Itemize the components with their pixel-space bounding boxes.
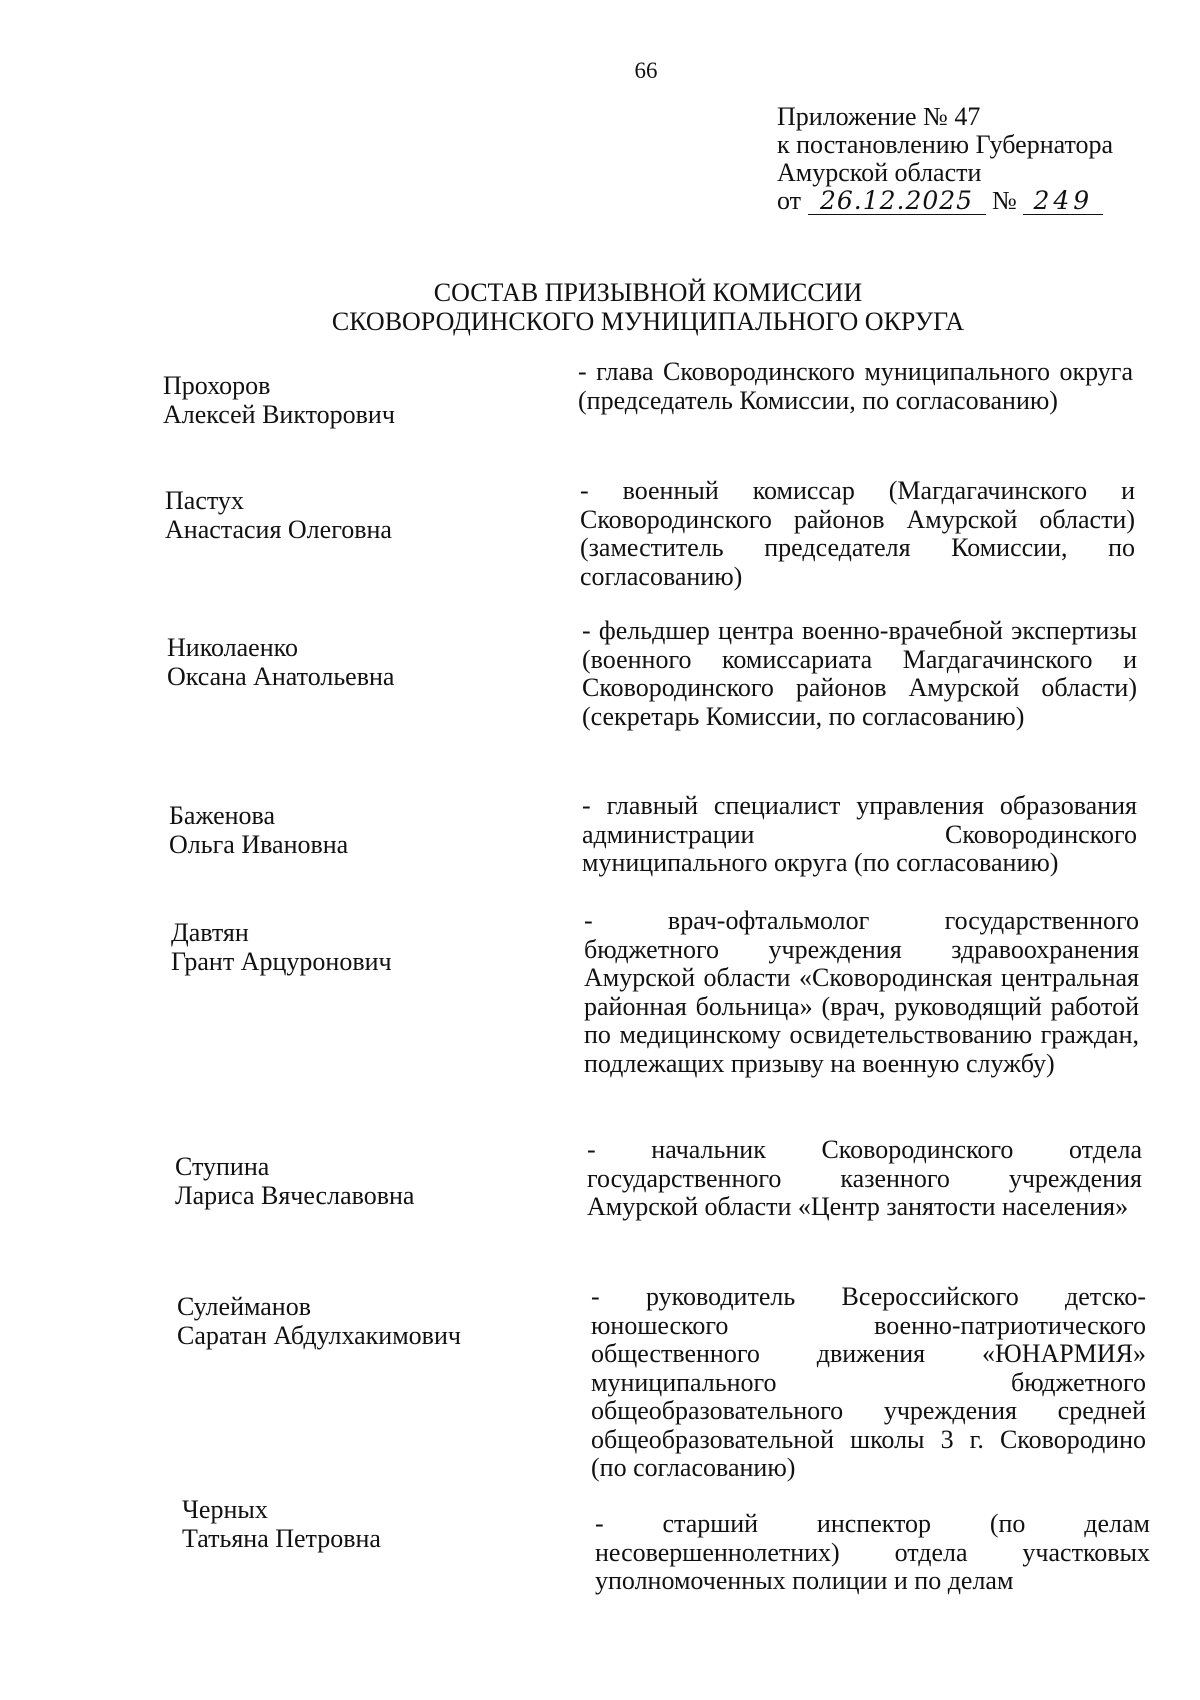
member-name: [165, 487, 525, 544]
member-given-name: Алексей Викторович: [163, 399, 395, 429]
member-name: [171, 919, 531, 976]
member-surname: Пастух: [165, 486, 244, 515]
member-name: [177, 1293, 537, 1350]
member-given-name: Саратан Абдулхакимович: [177, 1320, 461, 1350]
member-surname: Баженова: [169, 801, 276, 830]
member-surname: Черных: [182, 1495, 268, 1524]
member-given-name: Оксана Анатольевна: [167, 661, 395, 691]
title-line-2: СКОВОРОДИНСКОГО МУНИЦИПАЛЬНОГО ОКРУГА: [331, 307, 965, 336]
document-title: [0, 278, 1200, 336]
member-name: [169, 802, 529, 859]
member-name: [167, 634, 527, 691]
member-surname: Прохоров: [163, 371, 271, 400]
handwritten-date: 26.12.2025: [808, 188, 986, 215]
member-surname: Давтян: [171, 918, 249, 947]
annex-reference: к постановлению Губернатора: [777, 130, 1114, 159]
member-given-name: Анастасия Олеговна: [165, 514, 392, 544]
member-role: - старший инспектор (по делам несовершеннолетних) отдела участковых уполномоченных полиции и по делам: [595, 1509, 1150, 1595]
member-role: - фельдшер центра военно-врачебной экспертизы (военного комиссариата Магдагачинского и Сковородинского районов Амурской области) (секретарь Комиссии, по согласованию): [582, 616, 1137, 731]
annex-title: Приложение № 47: [777, 102, 981, 131]
member-given-name: Лариса Вячеславовна: [175, 1180, 415, 1210]
annex-block: [777, 103, 1113, 215]
handwritten-number: 249: [1023, 188, 1103, 215]
member-role: - военный комиссар (Магдагачинского и Сковородинского районов Амурской области) (заместитель председателя Комиссии, по согласованию): [580, 476, 1135, 591]
number-prefix: №: [992, 186, 1017, 215]
member-surname: Сулейманов: [177, 1292, 311, 1321]
member-given-name: Татьяна Петровна: [182, 1523, 381, 1553]
member-name: [182, 1496, 542, 1553]
member-given-name: Грант Арцуронович: [171, 946, 392, 976]
member-role: - главный специалист управления образования администрации Сковородинского муниципального округа (по согласованию): [582, 791, 1137, 877]
member-name: [175, 1153, 535, 1210]
member-role: - врач-офтальмолог государственного бюджетного учреждения здравоохранения Амурской области «Сковородинская центральная районная больница» (врач, руководящий работой по медицинскому освидетельствованию граждан, подлежащих призыву на военную службу): [584, 906, 1139, 1078]
page-number: 66: [634, 58, 658, 83]
annex-date-row: [777, 187, 1113, 215]
member-role: - глава Сковородинского муниципального округа (председатель Комиссии, по согласованию): [578, 357, 1133, 415]
member-role: - начальник Сковородинского отдела государственного казенного учреждения Амурской области «Центр занятости населения»: [587, 1135, 1142, 1221]
member-surname: Ступина: [175, 1152, 270, 1181]
member-role: - руководитель Всероссийского детско-юношеского военно-патриотического общественного движения «ЮНАРМИЯ» муниципального бюджетного общеобразовательного учреждения средней общеобразовательной школы 3 г. Сковородино (по согласованию): [591, 1282, 1146, 1482]
title-line-1: СОСТАВ ПРИЗЫВНОЙ КОМИССИИ: [433, 278, 863, 307]
member-surname: Николаенко: [167, 633, 298, 662]
member-given-name: Ольга Ивановна: [169, 829, 349, 859]
date-prefix: от: [777, 186, 802, 215]
annex-region: Амурской области: [777, 158, 982, 187]
member-name: [163, 372, 523, 429]
